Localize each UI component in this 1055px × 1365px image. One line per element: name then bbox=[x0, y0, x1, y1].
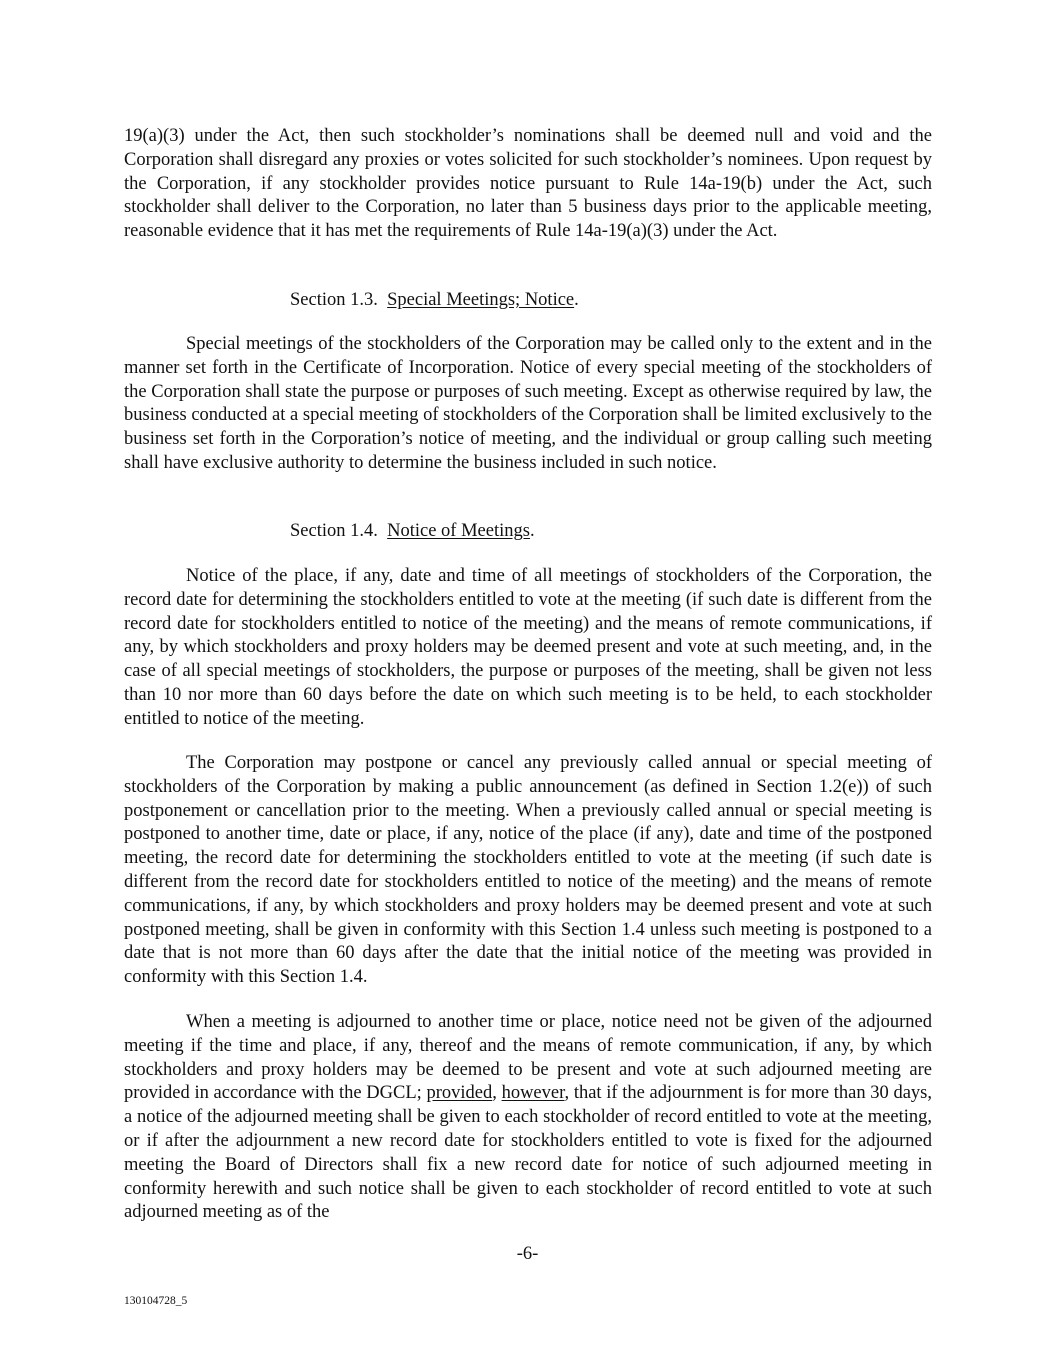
section-1-4-heading bbox=[290, 520, 535, 544]
provided-term: provided bbox=[426, 1083, 493, 1104]
section-1-4-number: Section 1.4. bbox=[290, 521, 378, 541]
page-number: -6- bbox=[516, 1244, 539, 1264]
paragraph-notice-of-meetings: Notice of the place, if any, date and time of all meetings of stockholders of the Corporation, the record date for determining the stockholders entitled to vote at the meeting (if such date is different from the record date for stockholders entitled to notice of the meeting) and the means of remote communications, if any, by which stockholders and proxy holders may be deemed present and vote at such meeting, and, in the case of all special meetings of stockholders, the purpose or purposes of the meeting, shall be given not less than 10 nor more than 60 days before the date on which such meeting is to be held, to each stockholder entitled to notice of the meeting. bbox=[124, 566, 932, 729]
section-1-3-title: Special Meetings; Notice bbox=[387, 290, 575, 310]
section-1-4-title: Notice of Meetings bbox=[387, 521, 530, 541]
section-1-3-heading bbox=[290, 289, 579, 313]
section-1-4-period: . bbox=[529, 521, 535, 541]
adjourned-text-comma: , bbox=[492, 1083, 502, 1104]
paragraph-special-meetings: Special meetings of the stockholders of the Corporation may be called only to the extent and in the manner set forth in the Certificate of Incorporation. Notice of every special meeting of the stockholders of the Corporation shall state the purpose or purposes of such meeting. Except as otherwise required by law, the business conducted at a special meeting of stockholders of the Corporation shall be limited exclusively to the business set forth in the Corporation’s notice of meeting, and the individual or group calling such meeting shall have exclusive authority to determine the business included in such notice. bbox=[124, 334, 932, 473]
adjourned-text-part-1: When a meeting is adjourned to another time or place, notice need not be given of the adjourned meeting if the time and place, if any, thereof and the means of remote communication, if any, by which stockholders and proxy holders may be deemed to be present and vote at such adjourned meeting are provided in accordance with the DGCL; bbox=[124, 1012, 932, 1104]
paragraph-adjourned-meeting bbox=[124, 1011, 932, 1225]
paragraph-rule-14a19-continuation: 19(a)(3) under the Act, then such stockholder’s nominations shall be deemed null and void and the Corporation shall disregard any proxies or votes solicited for such stockholder’s nominees. Upon request by the Corporation, if any stockholder provides notice pursuant to Rule 14a-19(b) under the Act, such stockholder shall deliver to the Corporation, no later than 5 business days prior to the applicable meeting, reasonable evidence that it has met the requirements of Rule 14a-19(a)(3) under the Act. bbox=[124, 126, 932, 242]
paragraph-postpone-or-cancel: The Corporation may postpone or cancel any previously called annual or special meeting of stockholders of the Corporation by making a public announcement (as defined in Section 1.2(e)) of such postponement or cancellation prior to the meeting. When a previously called annual or special meeting is postponed to another time, date or place, if any, notice of the place (if any), date and time of the postponed meeting, the record date for determining the stockholders entitled to vote at the meeting (if such date is different from the record date for stockholders entitled to notice of the meeting) and the means of remote communications, if any, by which stockholders and proxy holders may be deemed present and vote at such postponed meeting, shall be given in conformity with this Section 1.4 unless such meeting is postponed to a date that is not more than 60 days after the date that the initial notice of the meeting was provided in conformity with this Section 1.4. bbox=[124, 753, 932, 988]
document-id: 130104728_5 bbox=[124, 1295, 188, 1307]
however-term: however bbox=[501, 1083, 565, 1104]
section-1-3-number: Section 1.3. bbox=[290, 290, 378, 310]
section-1-3-period: . bbox=[574, 290, 579, 310]
adjourned-text-part-2: , that if the adjournment is for more than 30 days, a notice of the adjourned meeting shall be given to each stockholder of record entitled to vote at the meeting, or if after the adjournment a new record date for stockholders entitled to vote is fixed for the adjourned meeting the Board of Directors shall fix a new record date for notice of such adjourned meeting in conformity herewith and such notice shall be given to each stockholder of record entitled to vote at such adjourned meeting as of the bbox=[124, 1083, 932, 1223]
